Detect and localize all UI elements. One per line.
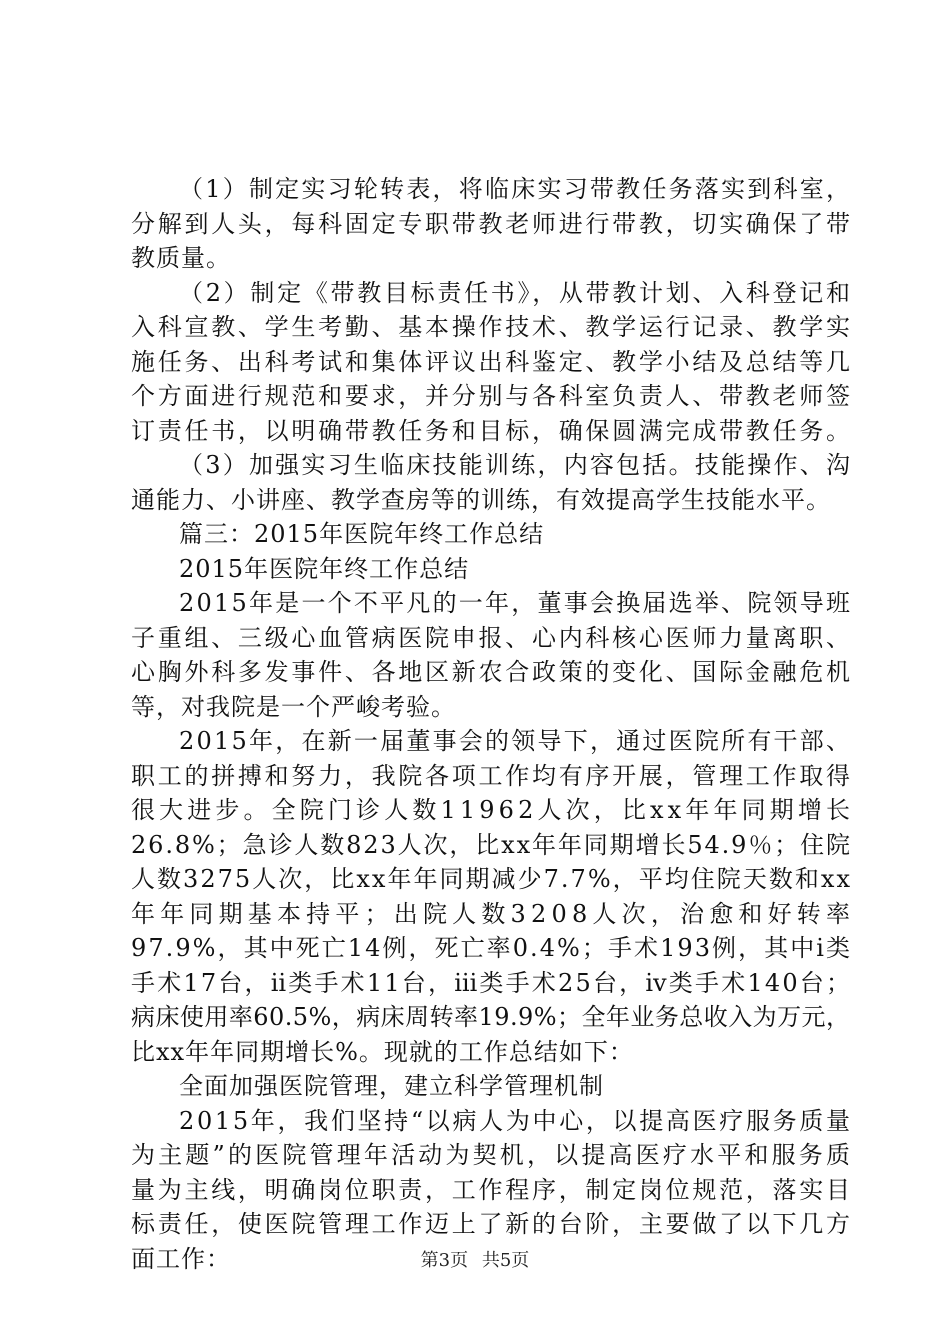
text-line: 年年同期基本持平；出院人数3208人次，治愈和好转率: [131, 899, 856, 928]
text-line: 等，对我院是一个严峻考验。: [131, 692, 456, 721]
text-line: （3）加强实习生临床技能训练，内容包括。技能操作、沟: [179, 451, 853, 479]
text-line: 手术17台，ⅱ类手术11台，ⅲ类手术25台，ⅳ类手术140台；: [131, 968, 853, 997]
text-line: 通能力、小讲座、教学查房等的训练，有效提高学生技能水平。: [131, 485, 831, 514]
text-line: 心胸外科多发事件、各地区新农合政策的变化、国际金融危机: [131, 658, 853, 686]
text-line: 篇三：2015年医院年终工作总结: [179, 520, 545, 548]
text-line: 施任务、出科考试和集体评议出科鉴定、教学小结及总结等几: [131, 347, 853, 376]
text-line: 个方面进行规范和要求，并分别与各科室负责人、带教老师签: [131, 382, 853, 410]
annual-summary-section: [131, 517, 856, 1276]
text-line: 比xx年年同期增长%。现就的工作总结如下：: [131, 1037, 634, 1066]
page-number: 第3页: [420, 1250, 469, 1271]
text-line: 分解到人头，每科固定专职带教老师进行带教，切实确保了带: [131, 209, 853, 238]
text-line: 订责任书，以明确带教任务和目标，确保圆满完成带教任务。: [131, 416, 853, 445]
text-line: 97.9%，其中死亡14例，死亡率0.4%；手术193例，其中ⅰ类: [131, 934, 853, 962]
text-line: 职工的拼搏和努力，我院各项工作均有序开展，管理工作取得: [131, 761, 853, 790]
text-line: 2015年医院年终工作总结: [179, 554, 470, 583]
text-line: 为主题”的医院管理年活动为契机，以提高医疗水平和服务质: [131, 1141, 854, 1169]
text-line: 量为主线，明确岗位职责，工作程序，制定岗位规范，落实目: [131, 1175, 853, 1204]
text-line: （2）制定《带教目标责任书》，从带教计划、入科登记和: [179, 278, 853, 307]
text-line: 很大进步。全院门诊人数11962人次，比xx年年同期增长: [131, 796, 855, 824]
text-line: （1）制定实习轮转表，将临床实习带教任务落实到科室，: [179, 175, 853, 203]
text-line: 2015年，我们坚持“以病人为中心，以提高医疗服务质量: [179, 1106, 853, 1135]
text-line: 病床使用率60.5%，病床周转率19.9%；全年业务总收入为万元，: [131, 1003, 851, 1031]
text-line: 人数3275人次，比xx年年同期减少7.7%，平均住院天数和xx: [131, 865, 853, 893]
text-line: 入科宣教、学生考勤、基本操作技术、教学运行记录、教学实: [131, 313, 853, 341]
rotation-section: [131, 172, 851, 517]
text-line: 2015年，在新一届董事会的领导下，通过医院所有干部、: [179, 727, 853, 755]
page-total: 共5页: [481, 1250, 530, 1271]
text-line: 全面加强医院管理，建立科学管理机制: [179, 1072, 604, 1100]
text-line: 2015年是一个不平凡的一年，董事会换届选举、院领导班: [179, 589, 853, 617]
text-line: 面工作：: [131, 1244, 231, 1273]
page-footer: [0, 1249, 950, 1273]
text-line: 26.8%；急诊人数823人次，比xx年年同期增长54.9％；住院: [131, 830, 852, 859]
text-line: 教质量。: [131, 244, 231, 272]
text-line: 标责任，使医院管理工作迈上了新的台阶，主要做了以下几方: [131, 1210, 853, 1238]
text-line: 子重组、三级心血管病医院申报、心内科核心医师力量离职、: [131, 623, 853, 652]
